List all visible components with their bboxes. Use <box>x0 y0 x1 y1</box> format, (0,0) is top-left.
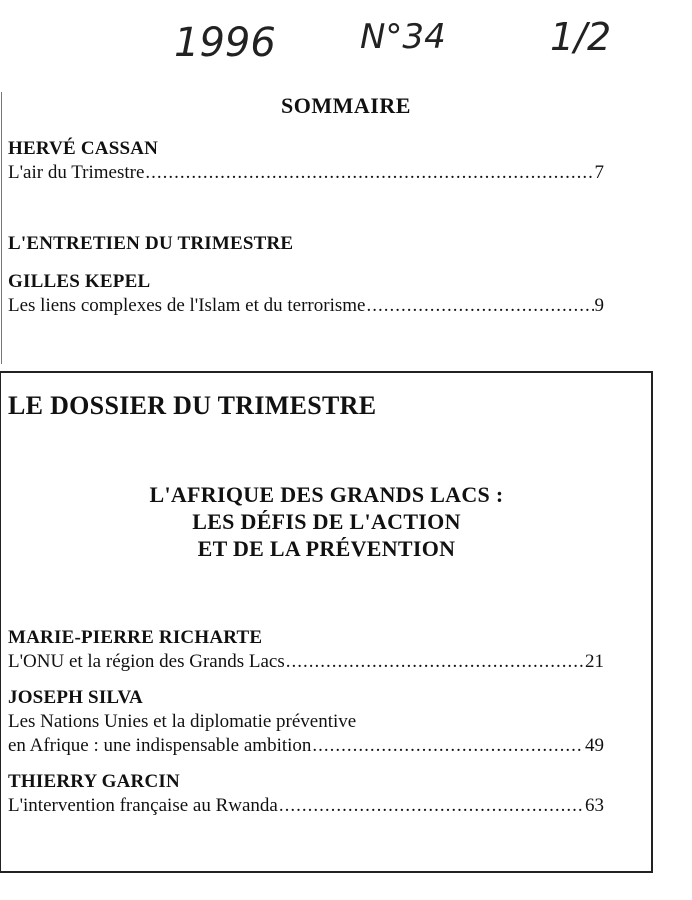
toc-title-line <box>8 650 604 674</box>
toc-author: HERVÉ CASSAN <box>8 138 159 159</box>
toc-page-number: 9 <box>594 295 604 316</box>
dossier-theme-line: ET DE LA PRÉVENTION <box>197 536 456 561</box>
toc-entry-kepel <box>8 270 604 318</box>
toc-title: L'air du Trimestre <box>8 162 145 183</box>
toc-author: JOSEPH SILVA <box>8 687 143 708</box>
dot-leader <box>312 734 584 758</box>
dossier-theme <box>1 481 652 562</box>
toc-title: L'intervention française au Rwanda <box>8 795 278 816</box>
section-label-entretien: L'ENTRETIEN DU TRIMESTRE <box>8 233 294 254</box>
toc-author: THIERRY GARCIN <box>8 771 180 792</box>
handwritten-issue: N°34 <box>360 17 446 57</box>
toc-author: MARIE-PIERRE RICHARTE <box>8 627 263 648</box>
dossier-theme-line: LES DÉFIS DE L'ACTION <box>192 509 461 534</box>
dot-leader <box>286 650 584 674</box>
toc-title: L'ONU et la région des Grands Lacs <box>8 651 285 672</box>
dossier-theme-line: L'AFRIQUE DES GRANDS LACS : <box>149 482 504 507</box>
toc-entry-richarte <box>8 626 604 674</box>
toc-page-number: 7 <box>594 162 604 183</box>
dossier-title: LE DOSSIER DU TRIMESTRE <box>8 391 377 420</box>
handwritten-part: 1/2 <box>550 15 612 59</box>
toc-title-line <box>8 734 604 758</box>
toc-title-line <box>8 794 604 818</box>
toc-title: Les Nations Unies et la diplomatie préventive <box>8 711 357 732</box>
scan-edge-line <box>1 92 2 364</box>
toc-entry-cassan <box>8 137 604 185</box>
handwritten-annotation <box>160 8 660 80</box>
handwritten-year: 1996 <box>174 20 276 66</box>
toc-title-line <box>8 161 604 185</box>
toc-title: en Afrique : une indispensable ambition <box>8 735 312 756</box>
dossier-box <box>0 371 653 873</box>
toc-page-number: 21 <box>585 651 604 672</box>
dot-leader <box>366 294 593 318</box>
toc-page-number: 63 <box>585 795 604 816</box>
toc-title-line <box>8 294 604 318</box>
dot-leader <box>145 161 593 185</box>
page-title: SOMMAIRE <box>281 93 411 118</box>
toc-page-number: 49 <box>585 735 604 756</box>
toc-author: GILLES KEPEL <box>8 271 151 292</box>
toc-entry-silva <box>8 686 604 758</box>
dot-leader <box>279 794 584 818</box>
toc-title: Les liens complexes de l'Islam et du terrorisme <box>8 295 366 316</box>
toc-entry-garcin <box>8 770 604 818</box>
